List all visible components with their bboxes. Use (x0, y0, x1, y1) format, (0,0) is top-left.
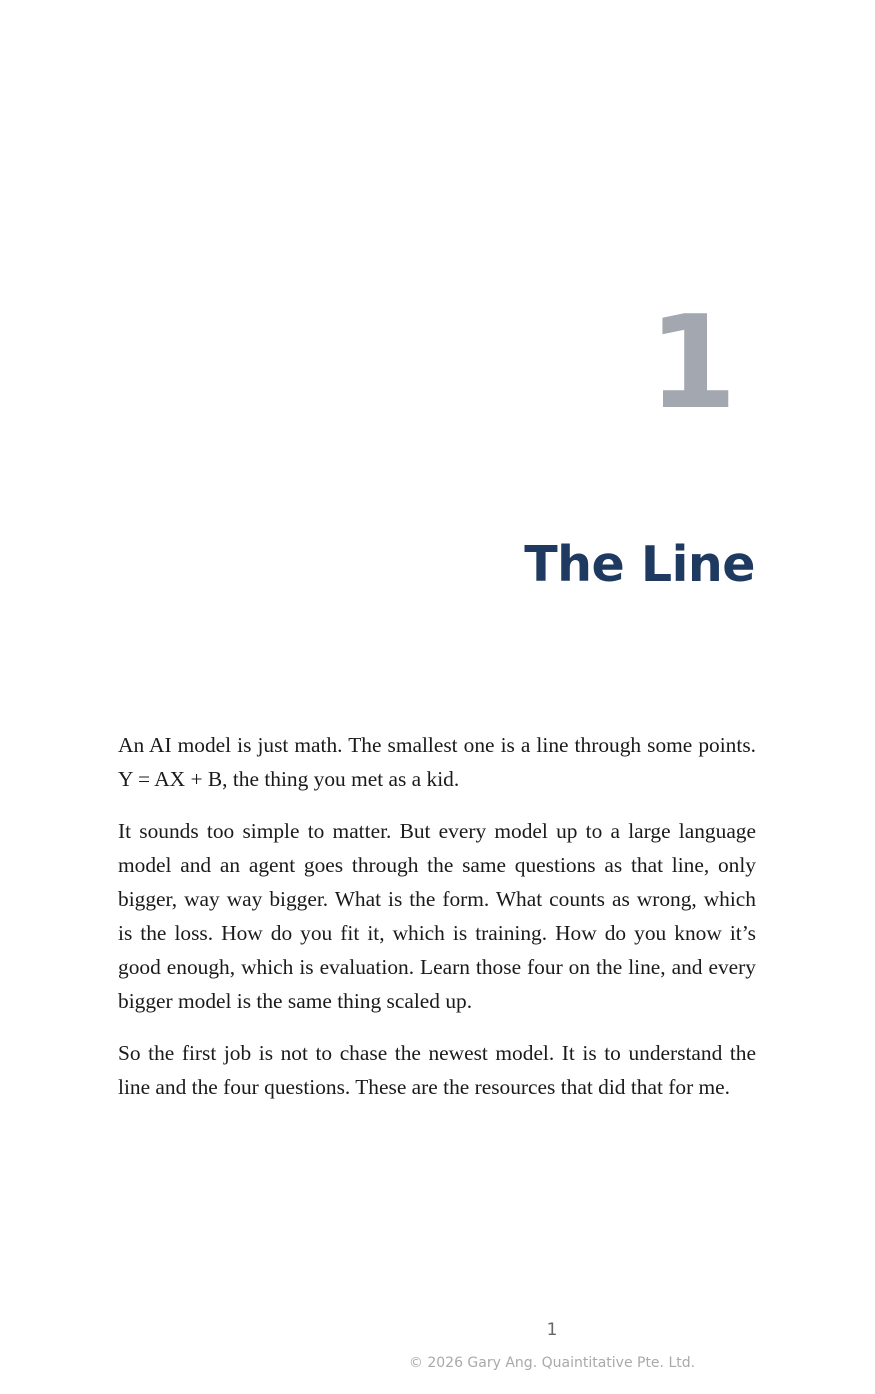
chapter-number: 1 (647, 289, 737, 438)
page-number: 1 (546, 1320, 558, 1340)
chapter-body (118, 728, 756, 1122)
body-paragraph: It sounds too simple to matter. But every model up to a large language model and an agent goes through the same questions as that line, only bigger, way way bigger. What is the form. What counts as wrong, which is the loss. How do you fit it, which is training. How do you know it’s good enough, which is evaluation. Learn those four on the line, and every bigger model is the same thing scaled up. (118, 819, 756, 1013)
body-paragraph: So the first job is not to chase the newest model. It is to understand the line and the four questions. These are the resources that did that for me. (118, 1041, 756, 1099)
body-paragraph: An AI model is just math. The smallest one is a line through some points. Y = AX + B, the thing you met as a kid. (118, 733, 756, 791)
chapter-title: The Line (524, 536, 755, 593)
copyright-notice: © 2026 Gary Ang. Quaintitative Pte. Ltd. (408, 1355, 696, 1371)
